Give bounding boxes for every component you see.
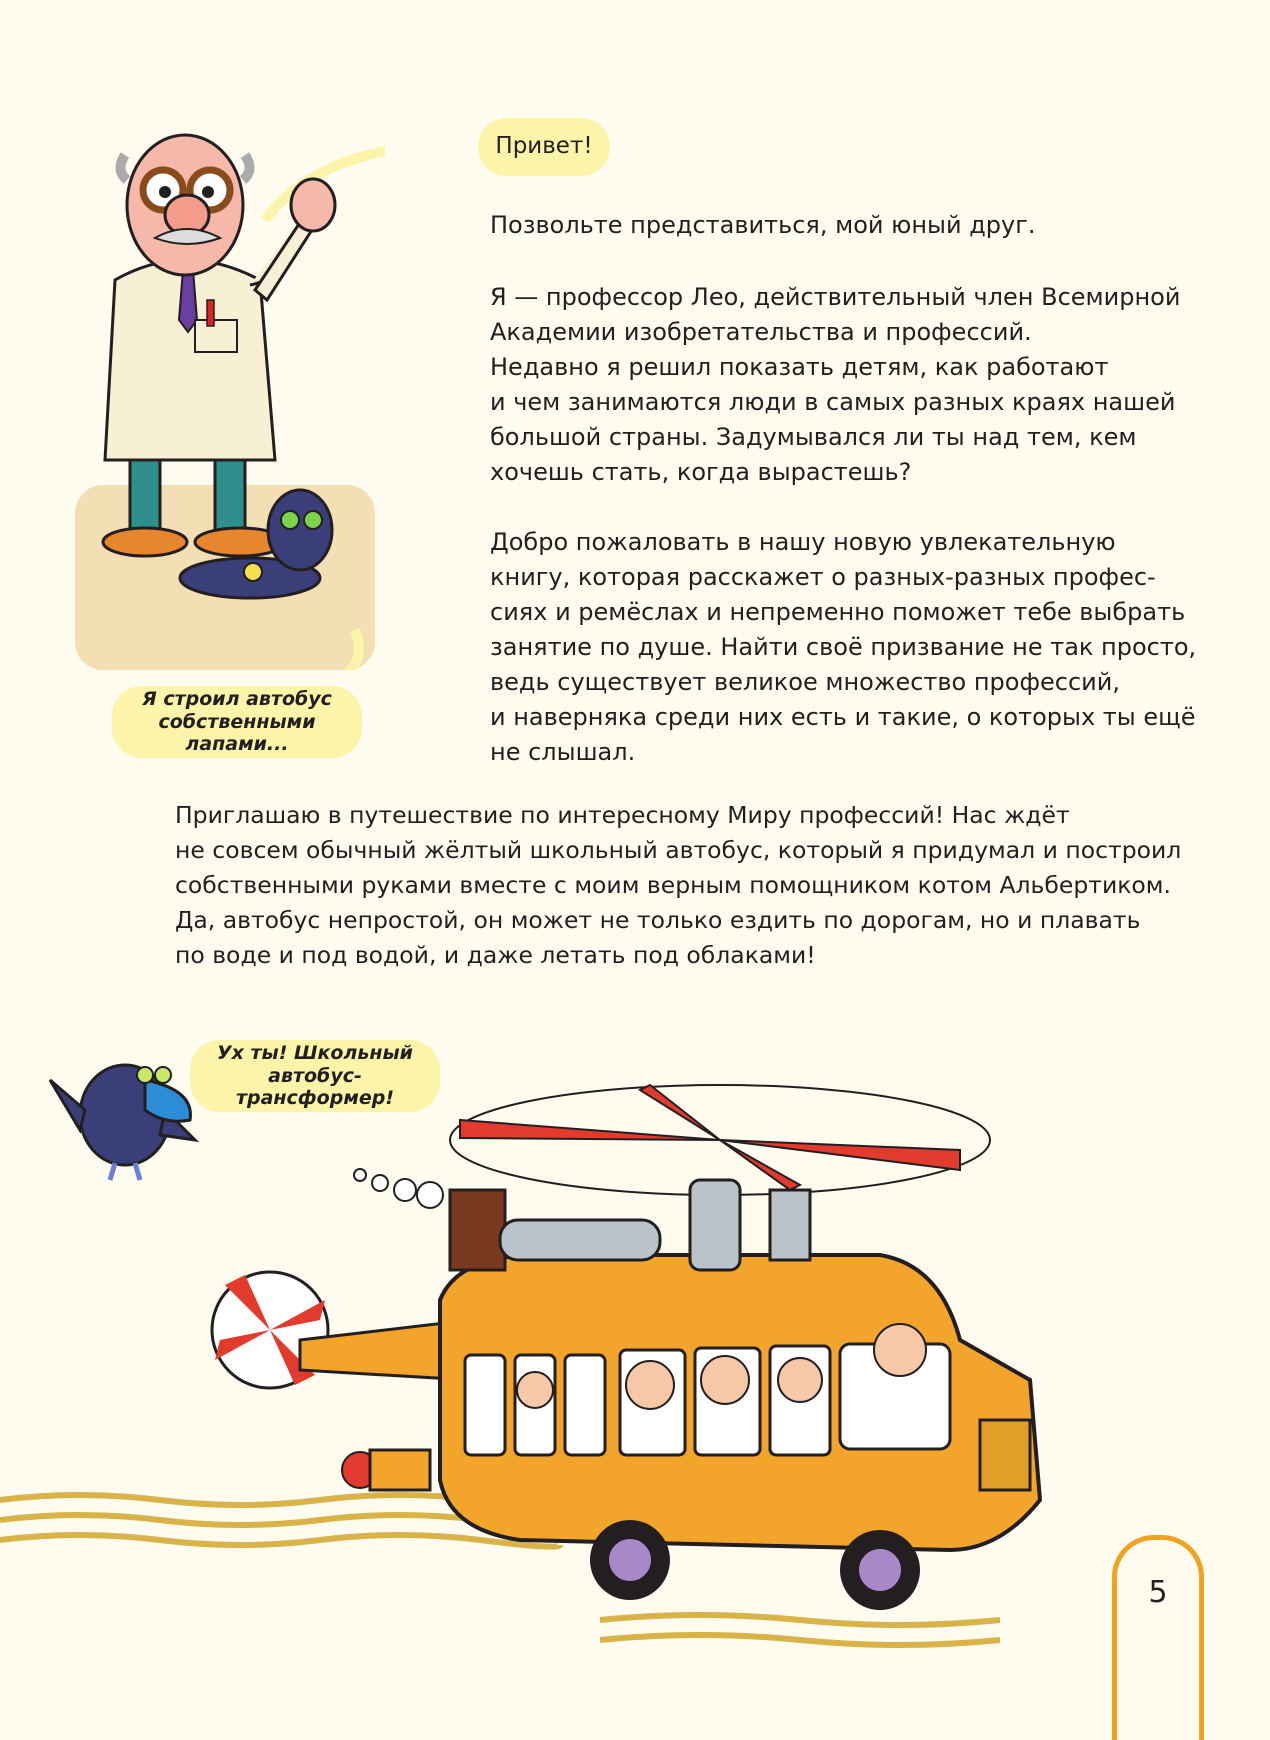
professor-illustration — [55, 110, 385, 670]
intro-p3-line-4: хочешь стать, когда вырастешь? — [490, 458, 912, 486]
page-number-tab — [1112, 1535, 1204, 1740]
bus-transformer-illustration — [0, 1080, 1100, 1680]
intro-p3-line-3: большой страны. Задумывался ли ты над тем, кем — [490, 423, 1137, 451]
intro-p5-line-3: собственными руками вместе с моим верным помощником котом Альбертиком. — [175, 871, 1172, 899]
intro-p2-line-2: Академии изобретательства и профессий. — [490, 318, 1032, 346]
crow-bubble-line-1: Ух ты! Школьный — [217, 1041, 413, 1064]
intro-paragraph-2 — [490, 280, 1181, 350]
intro-paragraph-5 — [175, 798, 1182, 973]
cat-speech-bubble — [112, 686, 362, 758]
intro-paragraph-1 — [490, 208, 1150, 243]
intro-p5-line-2: не совсем обычный жёлтый школьный автобус, который я придумал и построил — [175, 836, 1182, 864]
cat-bubble-line-1: Я строил автобус — [142, 687, 332, 710]
intro-p3-line-2: и чем занимаются люди в самых разных краях нашей — [490, 388, 1176, 416]
intro-p4-line-7: не слышал. — [490, 738, 636, 766]
intro-p2-line-1: Я — профессор Лео, действительный член Всемирной — [490, 283, 1181, 311]
cat-bubble-line-2: собственными лапами... — [158, 710, 316, 756]
intro-p4-line-3: сиях и ремёслах и непременно поможет тебе выбрать — [490, 598, 1186, 626]
intro-p4-line-1: Добро пожаловать в нашу новую увлекательную — [490, 528, 1116, 556]
intro-p4-line-5: ведь существует великое множество профессий, — [490, 668, 1120, 696]
crow-bubble-line-2: автобус-трансформер! — [235, 1064, 394, 1110]
intro-paragraph-4 — [490, 525, 1197, 770]
intro-p1-line: Позвольте представиться, мой юный друг. — [490, 211, 1036, 239]
intro-p4-line-6: и наверняка среди них есть и такие, о которых ты ещё — [490, 703, 1196, 731]
intro-paragraph-3 — [490, 350, 1176, 490]
intro-p4-line-4: занятие по душе. Найти своё призвание не так просто, — [490, 633, 1197, 661]
intro-p5-line-4: Да, автобус непростой, он может не только ездить по дорогам, но и плавать — [175, 906, 1141, 934]
intro-p3-line-1: Недавно я решил показать детям, как работают — [490, 353, 1109, 381]
greeting-bubble — [478, 118, 610, 176]
intro-p4-line-2: книгу, которая расскажет о разных-разных профес- — [490, 563, 1156, 591]
intro-p5-line-1: Приглашаю в путешествие по интересному Миру профессий! Нас ждёт — [175, 801, 1070, 829]
intro-p5-line-5: по воде и под водой, и даже летать под облаками! — [175, 941, 816, 969]
greeting-text: Привет! — [495, 133, 593, 160]
page-number: 5 — [1148, 1575, 1168, 1610]
